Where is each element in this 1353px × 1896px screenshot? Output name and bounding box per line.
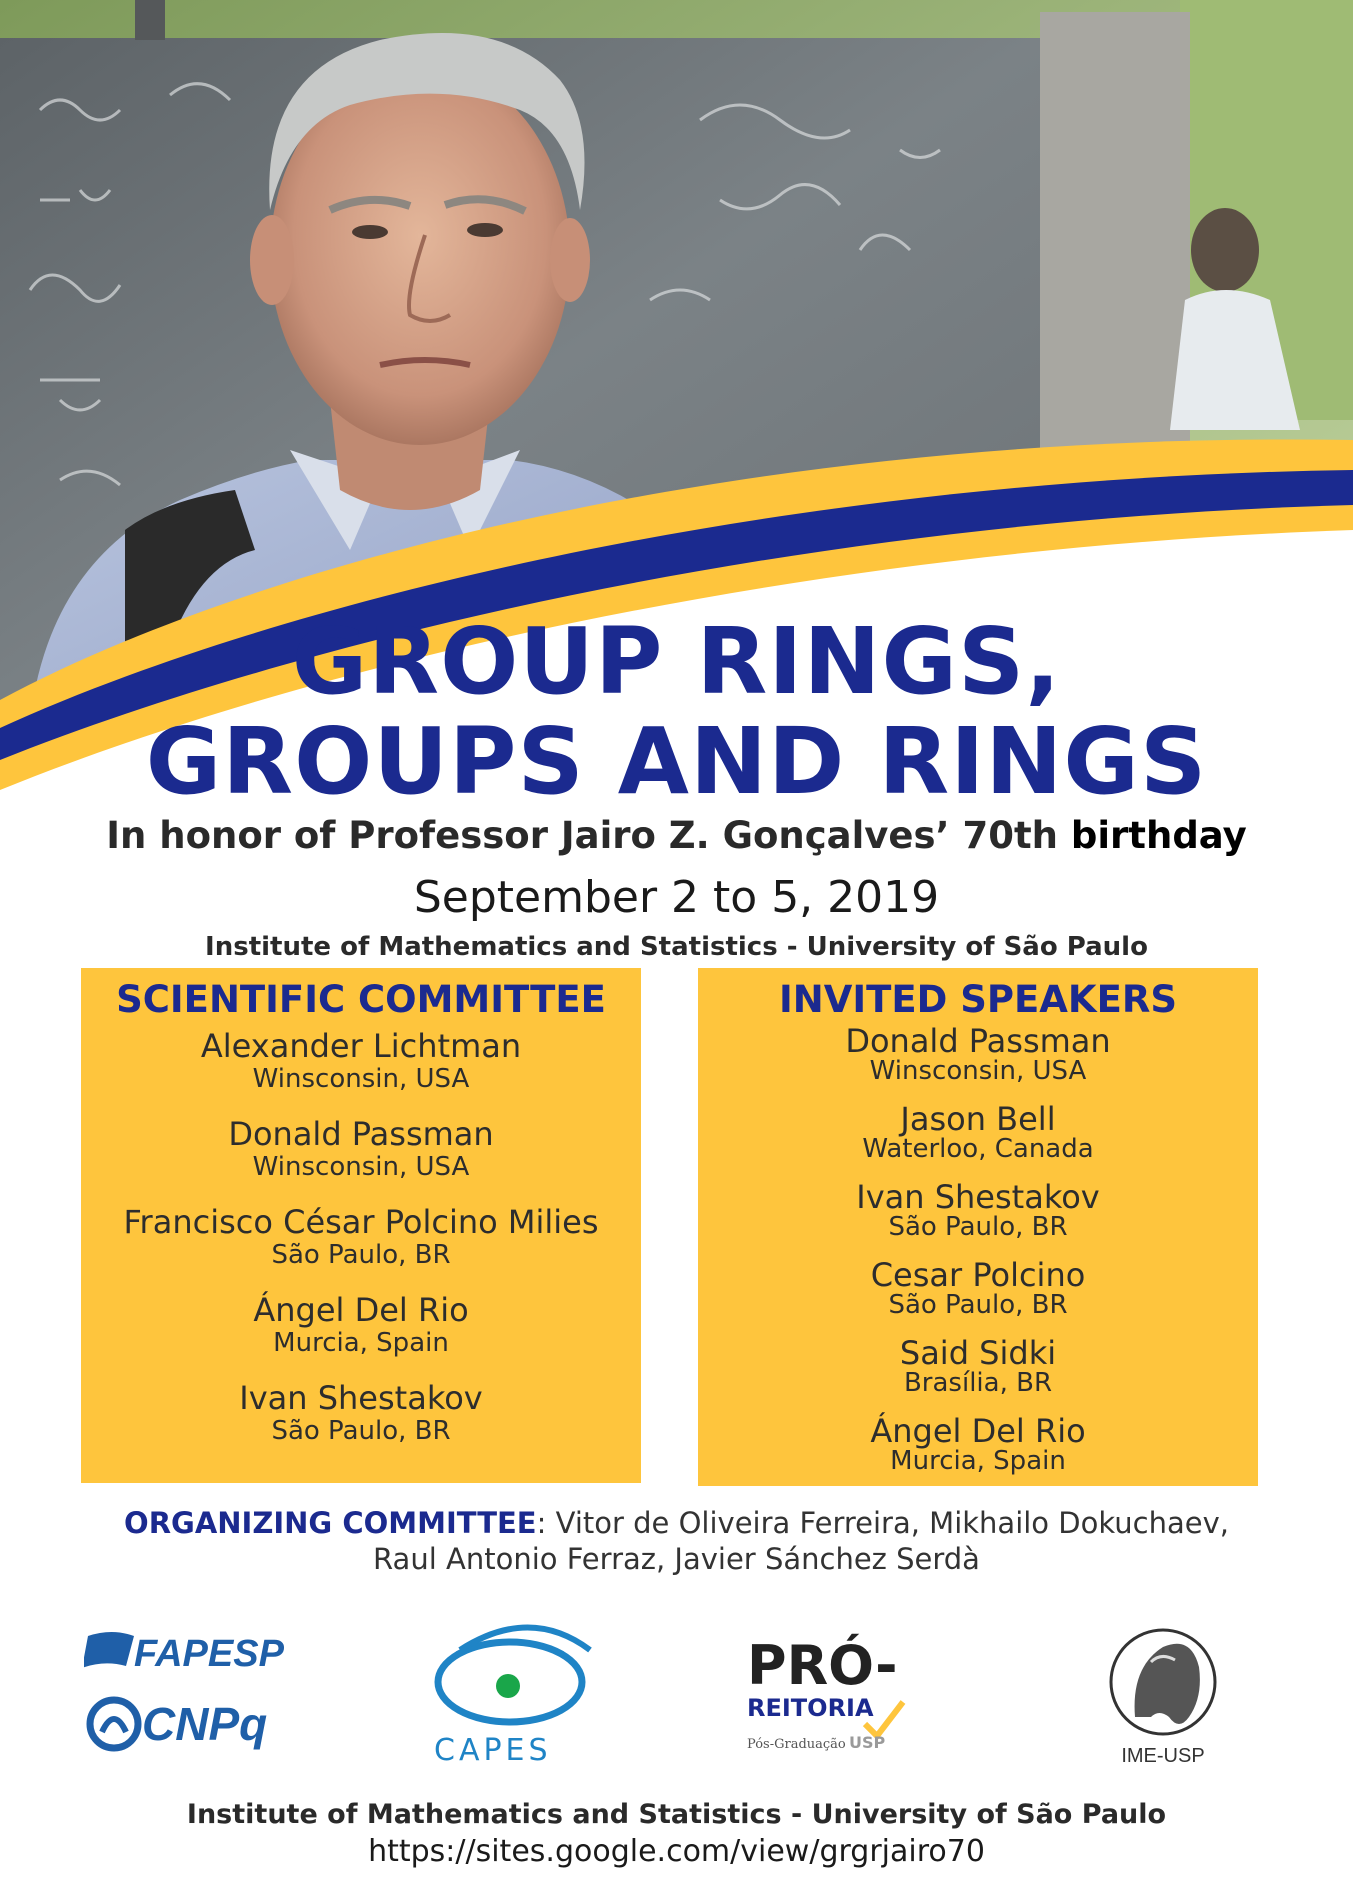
speaker (698, 1024, 1258, 1084)
ime-text: IME-USP (1121, 1745, 1205, 1767)
scientific-committee-box (81, 968, 641, 1483)
pos-graduacao-text: Pós-Graduação (747, 1737, 846, 1752)
member-name: Donald Passman (228, 1115, 494, 1153)
scientific-committee-title: SCIENTIFIC COMMITTEE (116, 978, 606, 1021)
speaker-name: Ivan Shestakov (856, 1178, 1100, 1216)
speaker-name: Cesar Polcino (870, 1256, 1086, 1294)
speaker-name: Donald Passman (845, 1022, 1111, 1060)
committee-member (81, 1292, 641, 1358)
organizing-committee-line-2: Raul Antonio Ferraz, Javier Sánchez Serdà (373, 1542, 980, 1576)
title-line-1: GROUP RINGS, (291, 608, 1062, 715)
capes-orbit-icon (420, 1620, 620, 1770)
member-name: Francisco César Polcino Milies (123, 1203, 599, 1241)
speaker-name: Said Sidki (899, 1334, 1057, 1372)
organizing-committee-names-1: : Vitor de Oliveira Ferreira, Mikhailo Dokuchaev, (536, 1506, 1229, 1540)
speaker (698, 1258, 1258, 1318)
capes-logo (420, 1620, 620, 1770)
event-dates: September 2 to 5, 2019 (413, 872, 940, 923)
member-name: Ángel Del Rio (253, 1291, 469, 1329)
speaker-place: São Paulo, BR (888, 1290, 1068, 1320)
member-name: Ivan Shestakov (239, 1379, 483, 1417)
speaker-name: Jason Bell (900, 1100, 1056, 1138)
honor-emphasis: birthday (1070, 814, 1247, 857)
speaker-place: Waterloo, Canada (862, 1134, 1094, 1164)
title-line-2: GROUPS AND RINGS (145, 708, 1208, 815)
organizing-committee-line-1 (0, 1505, 1353, 1541)
speaker-place: Murcia, Spain (890, 1446, 1066, 1476)
speaker (698, 1102, 1258, 1162)
speaker-place: Brasília, BR (903, 1368, 1053, 1398)
fapesp-flag-icon (84, 1628, 314, 1758)
committee-member (81, 1204, 641, 1270)
honor-text: In honor of Professor Jairo Z. Gonçalves’ 70th (106, 814, 1058, 857)
member-place: Murcia, Spain (273, 1328, 449, 1358)
usp-text: USP (849, 1733, 886, 1752)
member-place: Winsconsin, USA (252, 1152, 470, 1182)
invited-speakers-title: INVITED SPEAKERS (778, 978, 1177, 1021)
pro-reitoria-logo (745, 1628, 925, 1758)
footer-institute: Institute of Mathematics and Statistics - University of São Paulo (186, 1799, 1167, 1830)
fapesp-cnpq-logos (84, 1628, 314, 1758)
pro-reitoria-icon (745, 1628, 925, 1758)
speaker-name: Ángel Del Rio (870, 1412, 1086, 1450)
member-place: São Paulo, BR (271, 1240, 451, 1270)
invited-speakers-box (698, 968, 1258, 1486)
institute-name: Institute of Mathematics and Statistics - University of São Paulo (205, 932, 1148, 962)
committee-member (81, 1380, 641, 1446)
member-name: Alexander Lichtman (200, 1027, 522, 1065)
reitoria-text: REITORIA (747, 1694, 874, 1722)
speaker (698, 1336, 1258, 1396)
cnpq-text: CNPq (142, 1698, 268, 1750)
member-place: Winsconsin, USA (252, 1064, 470, 1094)
committee-member (81, 1028, 641, 1094)
member-place: São Paulo, BR (271, 1416, 451, 1446)
ime-usp-logo (1105, 1622, 1225, 1772)
committee-member (81, 1116, 641, 1182)
footer-url-link[interactable]: https://sites.google.com/view/grgrjairo70 (368, 1834, 985, 1869)
pro-text: PRÓ- (747, 1634, 898, 1697)
fapesp-text: FAPESP (134, 1633, 284, 1675)
ime-seal-icon (1105, 1622, 1225, 1772)
speaker-place: São Paulo, BR (888, 1212, 1068, 1242)
speaker (698, 1414, 1258, 1474)
capes-text: CAPES (434, 1733, 552, 1768)
organizing-committee-label: ORGANIZING COMMITTEE (124, 1506, 537, 1540)
honor-subtitle (0, 814, 1353, 858)
speaker (698, 1180, 1258, 1240)
speaker-place: Winsconsin, USA (869, 1056, 1087, 1086)
